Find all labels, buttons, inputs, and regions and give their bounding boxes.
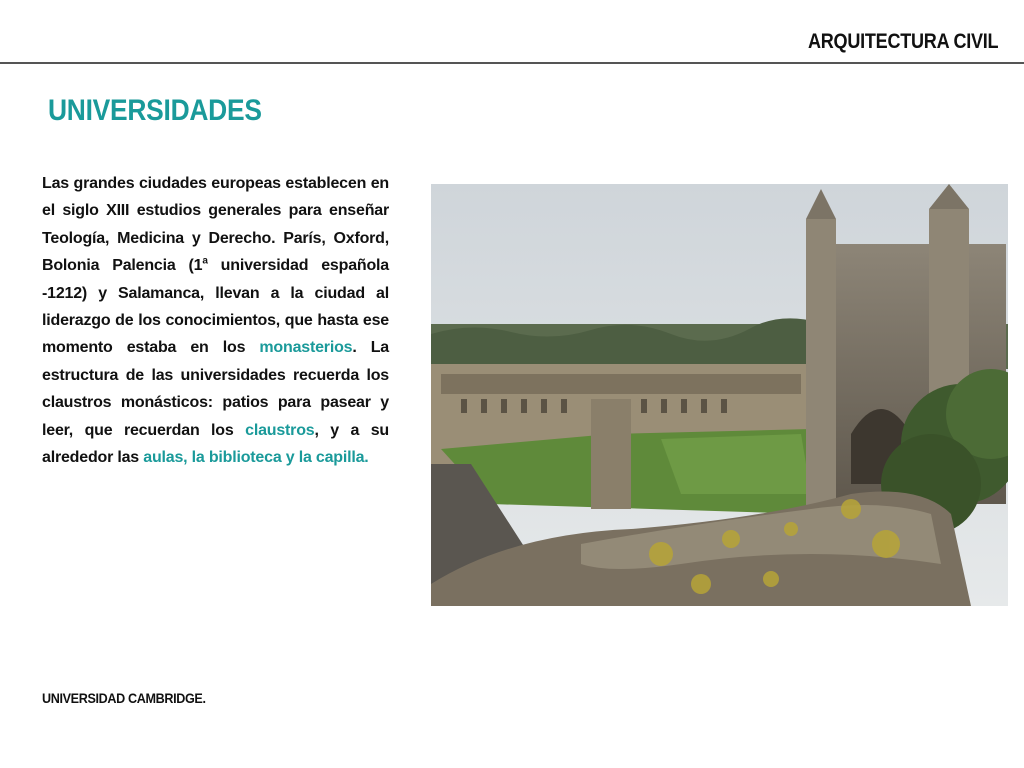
section-title: ARQUITECTURA CIVIL	[807, 30, 998, 53]
link-aulas[interactable]: aulas, la biblioteca y la capilla.	[143, 449, 369, 467]
text-segment: universidad española -1212) y Salamanca, llevan a la ciudad al liderazgo de los conocimientos, que hasta ese momento estaba en los	[42, 257, 389, 357]
page-title: UNIVERSIDADES	[48, 94, 262, 127]
ordinal-superscript: a	[202, 255, 208, 267]
header-divider	[0, 62, 1024, 64]
text-segment: . La estructura de las universidades recuerda los claustros monásticos: patios para pasear y leer, que recuerdan los	[42, 339, 390, 439]
link-claustros[interactable]: claustros	[245, 421, 315, 439]
text-segment: , y a su alrededor las	[42, 421, 389, 467]
body-paragraph	[42, 170, 389, 471]
text-segment: Las grandes ciudades europeas establecen en el siglo XIII estudios generales para enseñar Teología, Medicina y Derecho. París, Oxford, Bolonia Palencia (1	[42, 175, 389, 275]
photo-caption: UNIVERSIDAD CAMBRIDGE.	[42, 690, 206, 706]
cambridge-photo	[431, 184, 1008, 606]
link-monasterios[interactable]: monasterios	[259, 339, 353, 357]
